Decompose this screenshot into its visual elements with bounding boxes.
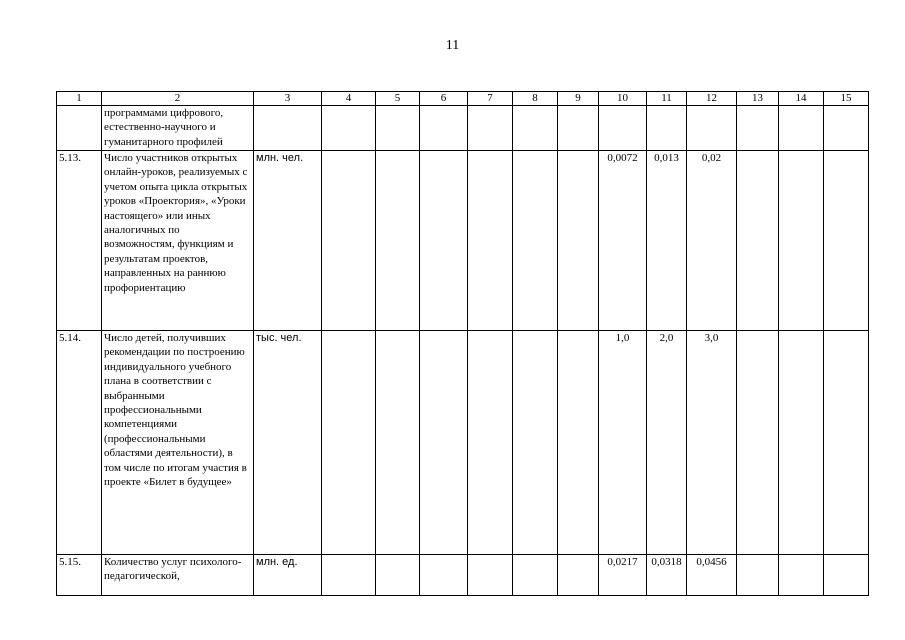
- unit-cell: [254, 106, 322, 151]
- col-header: 8: [513, 92, 558, 106]
- value-cell: [737, 151, 779, 331]
- value-cell: [687, 106, 737, 151]
- value-cell: [558, 151, 599, 331]
- value-cell: [737, 555, 779, 596]
- value-cell: [737, 331, 779, 555]
- value-cell: [420, 151, 468, 331]
- table-row: [57, 151, 869, 331]
- value-cell: [468, 151, 513, 331]
- value-cell: 2,0: [647, 331, 687, 555]
- value-cell: [824, 555, 869, 596]
- row-number: 5.14.: [57, 331, 102, 555]
- col-header: 15: [824, 92, 869, 106]
- col-header: 14: [779, 92, 824, 106]
- value-cell: [376, 151, 420, 331]
- col-header: 9: [558, 92, 599, 106]
- value-cell: [647, 106, 687, 151]
- value-cell: [513, 106, 558, 151]
- col-header: 13: [737, 92, 779, 106]
- col-header: 10: [599, 92, 647, 106]
- indicator-name: программами цифрового, естественно-научного и гуманитарного профилей: [102, 106, 254, 151]
- value-cell: 0,0217: [599, 555, 647, 596]
- row-number: [57, 106, 102, 151]
- value-cell: 0,0072: [599, 151, 647, 331]
- row-number: 5.15.: [57, 555, 102, 596]
- value-cell: [322, 106, 376, 151]
- value-cell: [376, 555, 420, 596]
- value-cell: 1,0: [599, 331, 647, 555]
- col-header: 11: [647, 92, 687, 106]
- indicator-name: Число участников открытых онлайн-уроков, реализуемых с учетом опыта цикла открытых уроков «Проектория», «Уроки настоящего» или иных аналогичных по возможностям, функциям и результатам проектов, направленных на раннюю профориентацию: [102, 151, 254, 331]
- value-cell: 0,02: [687, 151, 737, 331]
- unit-cell: млн. ед.: [254, 555, 322, 596]
- col-header: 3: [254, 92, 322, 106]
- indicators-table: [56, 91, 869, 596]
- value-cell: [420, 331, 468, 555]
- value-cell: [737, 106, 779, 151]
- value-cell: [558, 555, 599, 596]
- value-cell: [599, 106, 647, 151]
- col-header: 2: [102, 92, 254, 106]
- value-cell: [322, 555, 376, 596]
- col-header: 5: [376, 92, 420, 106]
- value-cell: [824, 331, 869, 555]
- value-cell: [420, 555, 468, 596]
- unit-cell: тыс. чел.: [254, 331, 322, 555]
- col-header: 4: [322, 92, 376, 106]
- header-row: [57, 92, 869, 106]
- indicator-name: Количество услуг психолого-педагогической,: [102, 555, 254, 596]
- value-cell: [513, 331, 558, 555]
- value-cell: [558, 106, 599, 151]
- value-cell: [420, 106, 468, 151]
- row-number: 5.13.: [57, 151, 102, 331]
- value-cell: [376, 106, 420, 151]
- value-cell: [779, 151, 824, 331]
- value-cell: [513, 151, 558, 331]
- table-row: [57, 331, 869, 555]
- value-cell: [824, 106, 869, 151]
- value-cell: 0,013: [647, 151, 687, 331]
- unit-cell: млн. чел.: [254, 151, 322, 331]
- value-cell: 3,0: [687, 331, 737, 555]
- value-cell: 0,0456: [687, 555, 737, 596]
- value-cell: [376, 331, 420, 555]
- value-cell: [468, 331, 513, 555]
- value-cell: [513, 555, 558, 596]
- value-cell: [322, 151, 376, 331]
- table-row: [57, 106, 869, 151]
- value-cell: [779, 106, 824, 151]
- value-cell: 0,0318: [647, 555, 687, 596]
- value-cell: [322, 331, 376, 555]
- value-cell: [779, 555, 824, 596]
- col-header: 12: [687, 92, 737, 106]
- value-cell: [558, 331, 599, 555]
- indicator-name: Число детей, получивших рекомендации по построению индивидуального учебного плана в соответствии с выбранными профессиональными компетенциями (профессиональными областями деятельности), в том числе по итогам участия в проекте «Билет в будущее»: [102, 331, 254, 555]
- col-header: 1: [57, 92, 102, 106]
- table-row: [57, 555, 869, 596]
- value-cell: [779, 331, 824, 555]
- col-header: 7: [468, 92, 513, 106]
- value-cell: [468, 555, 513, 596]
- page-number: 11: [445, 38, 460, 53]
- col-header: 6: [420, 92, 468, 106]
- value-cell: [824, 151, 869, 331]
- value-cell: [468, 106, 513, 151]
